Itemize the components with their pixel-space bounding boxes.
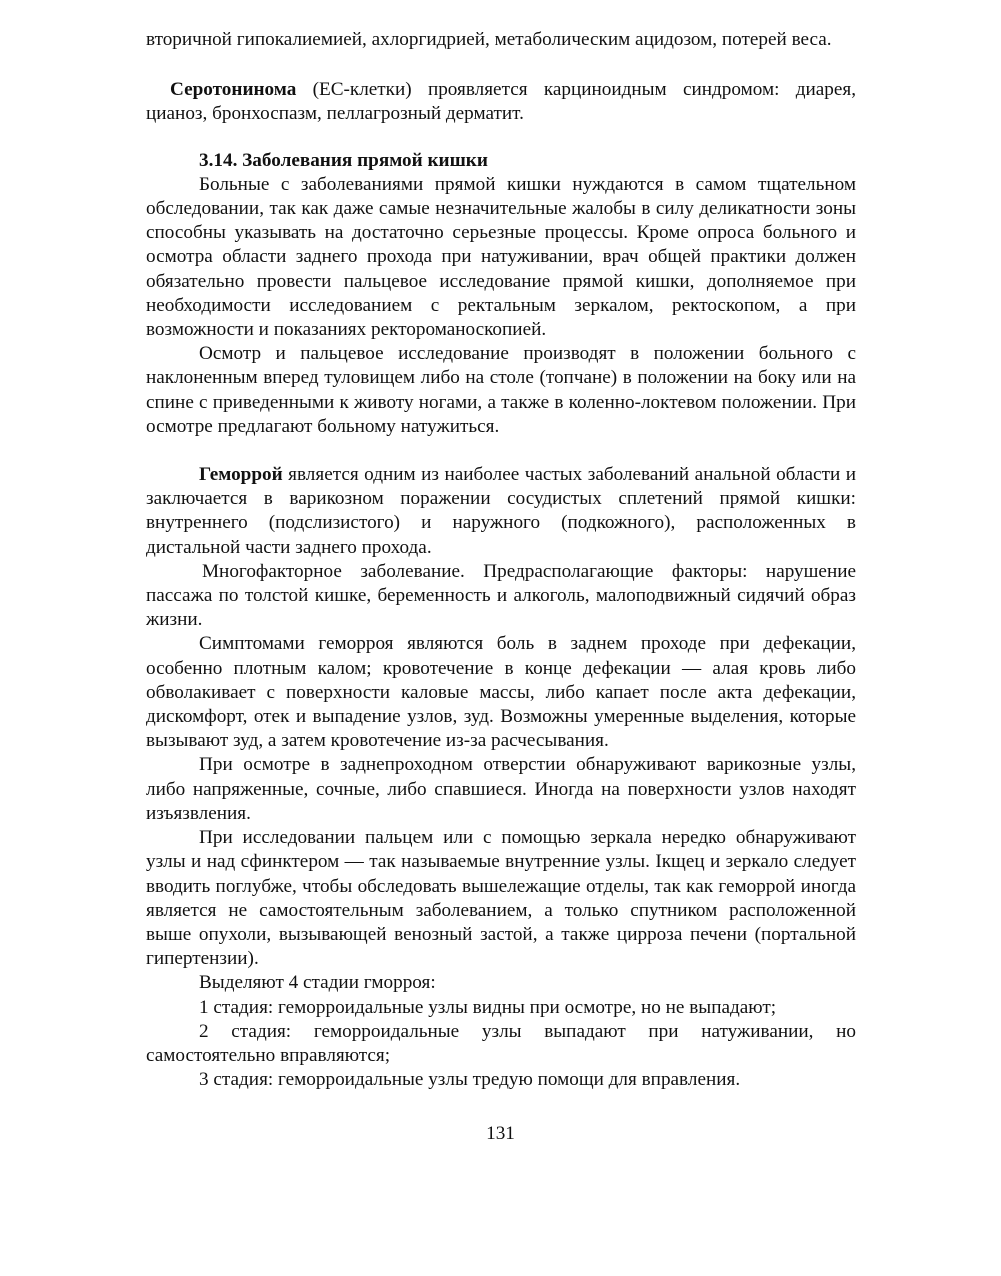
paragraph-examination: Осмотр и пальцевое исследование производят в положении больного с наклоненным вперед туловищем либо на столе (топчане) в положении на боку или на спине с приведенными к животу ногами, а также в коленно-локтевом положении. При осмотре предлагают больному натужиться.	[146, 343, 856, 437]
section-heading: 3.14. Заболевания прямой кишки	[199, 149, 488, 171]
term-hemorrhoids: Геморрой	[199, 464, 283, 486]
document-page	[146, 28, 856, 1092]
paragraph-digital-exam: При исследовании пальцем или с помощью зеркала нередко обнаруживают узлы и над сфинктером — так называемые внутренние узлы. Iкщец и зеркало следует вводить поглубже, чтобы обследовать вышележащие отделы, так как геморрой иногда является не самостоятельным заболеванием, а только спутником расположенной выше опухоли, вызывающей венозный застой, а также цирроза печени (портальной гипертензии).	[146, 827, 856, 970]
page-number: 131	[486, 1123, 515, 1144]
paragraph-continuation: вторичной гипокалиемией, ахлоргидрией, метаболическим ацидозом, потерей веса.	[146, 29, 832, 50]
paragraph-intro: Больные с заболеваниями прямой кишки нуждаются в самом тщательном обследовании, так как даже самые незначительные жалобы в силу деликатности зоны способны указывать на достаточно серьезные процессы. Кроме опроса больного и осмотра области заднего прохода при натуживании, врач общей практики должен обязательно провести пальцевое исследование прямой кишки, дополняемое при необходимости исследованием с ректальным зеркалом, ректоскопом, а при возможности и показаниях ректороманоскопией.	[146, 173, 856, 341]
term-serotoninoma: Серотонинома	[170, 79, 297, 101]
paragraph-stage-1: 1 стадия: геморроидальные узлы видны при осмотре, но не выпадают;	[199, 996, 777, 1018]
paragraph-hemorrhoids	[146, 463, 856, 560]
paragraph-serotoninoma	[146, 78, 856, 126]
paragraph-factors: Многофакторное заболевание. Предрасполагающие факторы: нарушение пассажа по толстой кишке, беременность и алкоголь, малоподвижный сидячий образ жизни.	[146, 560, 856, 631]
paragraph-inspection: При осмотре в заднепроходном отверстии обнаруживают варикозные узлы, либо напряженные, сочные, либо спавшиеся. Иногда на поверхности узлов находят изъязвления.	[146, 754, 856, 824]
paragraph-symptoms: Симптомами геморроя являются боль в заднем проходе при дефекации, особенно плотным калом; кровотечение в конце дефекации — алая кровь либо обволакивает с поверхности каловые массы, либо капает после акта дефекации, дискомфорт, отек и выпадение узлов, зуд. Возможны умеренные выделения, которые вызывают зуд, а затем кровотечение из-за расчесывания.	[146, 633, 856, 752]
paragraph-stages-intro: Выделяют 4 стадии гморроя:	[199, 972, 436, 994]
serotoninoma-text: (ЕС-клетки) проявляется карциноидным синдромом: диарея, цианоз, бронхоспазм, пеллагрозный дерматит.	[146, 79, 856, 125]
hemorrhoids-text: является одним из наиболее частых заболеваний анальной области и заключается в варикозном поражении сосудистых сплетений прямой кишки: внутреннего (подслизистого) и наружного (подкожного), расположенных в дистальной части заднего прохода.	[146, 464, 856, 558]
paragraph-stage-3: 3 стадия: геморроидальные узлы тредую помощи для вправления.	[199, 1069, 741, 1091]
paragraph-stage-2: 2 стадия: геморроидальные узлы выпадают при натуживании, но самостоятельно вправляются;	[146, 1020, 856, 1066]
